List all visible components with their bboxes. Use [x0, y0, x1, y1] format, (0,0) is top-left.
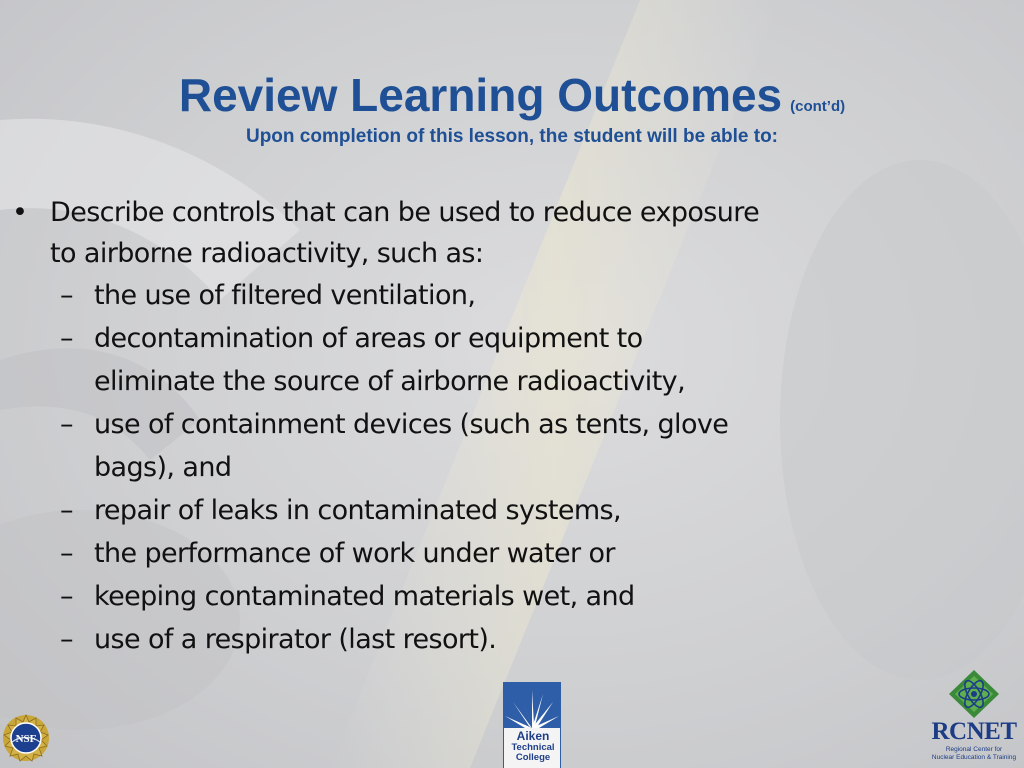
sub-item [0, 618, 900, 661]
aiken-line: Aiken [516, 729, 550, 743]
sub-item [0, 317, 900, 403]
sub-item [0, 489, 900, 532]
rcnet-wordmark: RCNET [931, 718, 1017, 745]
bullet-line-1: Describe controls that can be used to reduce exposure [50, 197, 760, 228]
dash-symbol: – [60, 409, 73, 440]
dash-symbol: – [60, 323, 73, 354]
sub-item-line: the performance of work under water or [94, 538, 615, 569]
sub-item [0, 403, 900, 489]
sub-item-line: bags), and [94, 452, 232, 483]
aiken-line: College [515, 752, 551, 763]
nsf-seal-icon [2, 714, 50, 762]
rcnet-tagline-line: Regional Center for [945, 746, 1003, 753]
sub-item-line: repair of leaks in contaminated systems, [94, 495, 621, 526]
dash-symbol: – [60, 581, 73, 612]
title-row [0, 68, 1024, 122]
dash-symbol: – [60, 495, 73, 526]
sub-item [0, 575, 900, 618]
sub-item-line: decontamination of areas or equipment to [94, 323, 643, 354]
sub-item-line: use of containment devices (such as tents, glove [94, 409, 729, 440]
dash-symbol: – [60, 624, 73, 655]
aiken-line: Technical [511, 742, 555, 753]
bullet-item [0, 192, 900, 274]
sub-item [0, 274, 900, 317]
title-suffix: (cont’d) [790, 98, 846, 115]
outcomes-list [0, 192, 900, 661]
bullet-symbol: • [12, 197, 28, 228]
control-sublist [0, 274, 900, 661]
sub-item-line: keeping contaminated materials wet, and [94, 581, 635, 612]
slide-title: Review Learning Outcomes [178, 69, 783, 121]
slide-subtitle: Upon completion of this lesson, the student will be able to: [245, 126, 779, 147]
sub-item-line: use of a respirator (last resort). [94, 624, 497, 655]
sub-item-line: eliminate the source of airborne radioactivity, [94, 366, 686, 397]
sub-item [0, 532, 900, 575]
aiken-wordmark [505, 730, 561, 763]
rcnet-tagline [922, 746, 1024, 761]
dash-symbol: – [60, 280, 73, 311]
nsf-text: NSF [15, 733, 37, 745]
dash-symbol: – [60, 538, 73, 569]
sub-item-line: the use of filtered ventilation, [94, 280, 476, 311]
bullet-line-2: to airborne radioactivity, such as: [50, 238, 484, 269]
rcnet-tagline-line: Nuclear Education & Training [931, 753, 1017, 761]
